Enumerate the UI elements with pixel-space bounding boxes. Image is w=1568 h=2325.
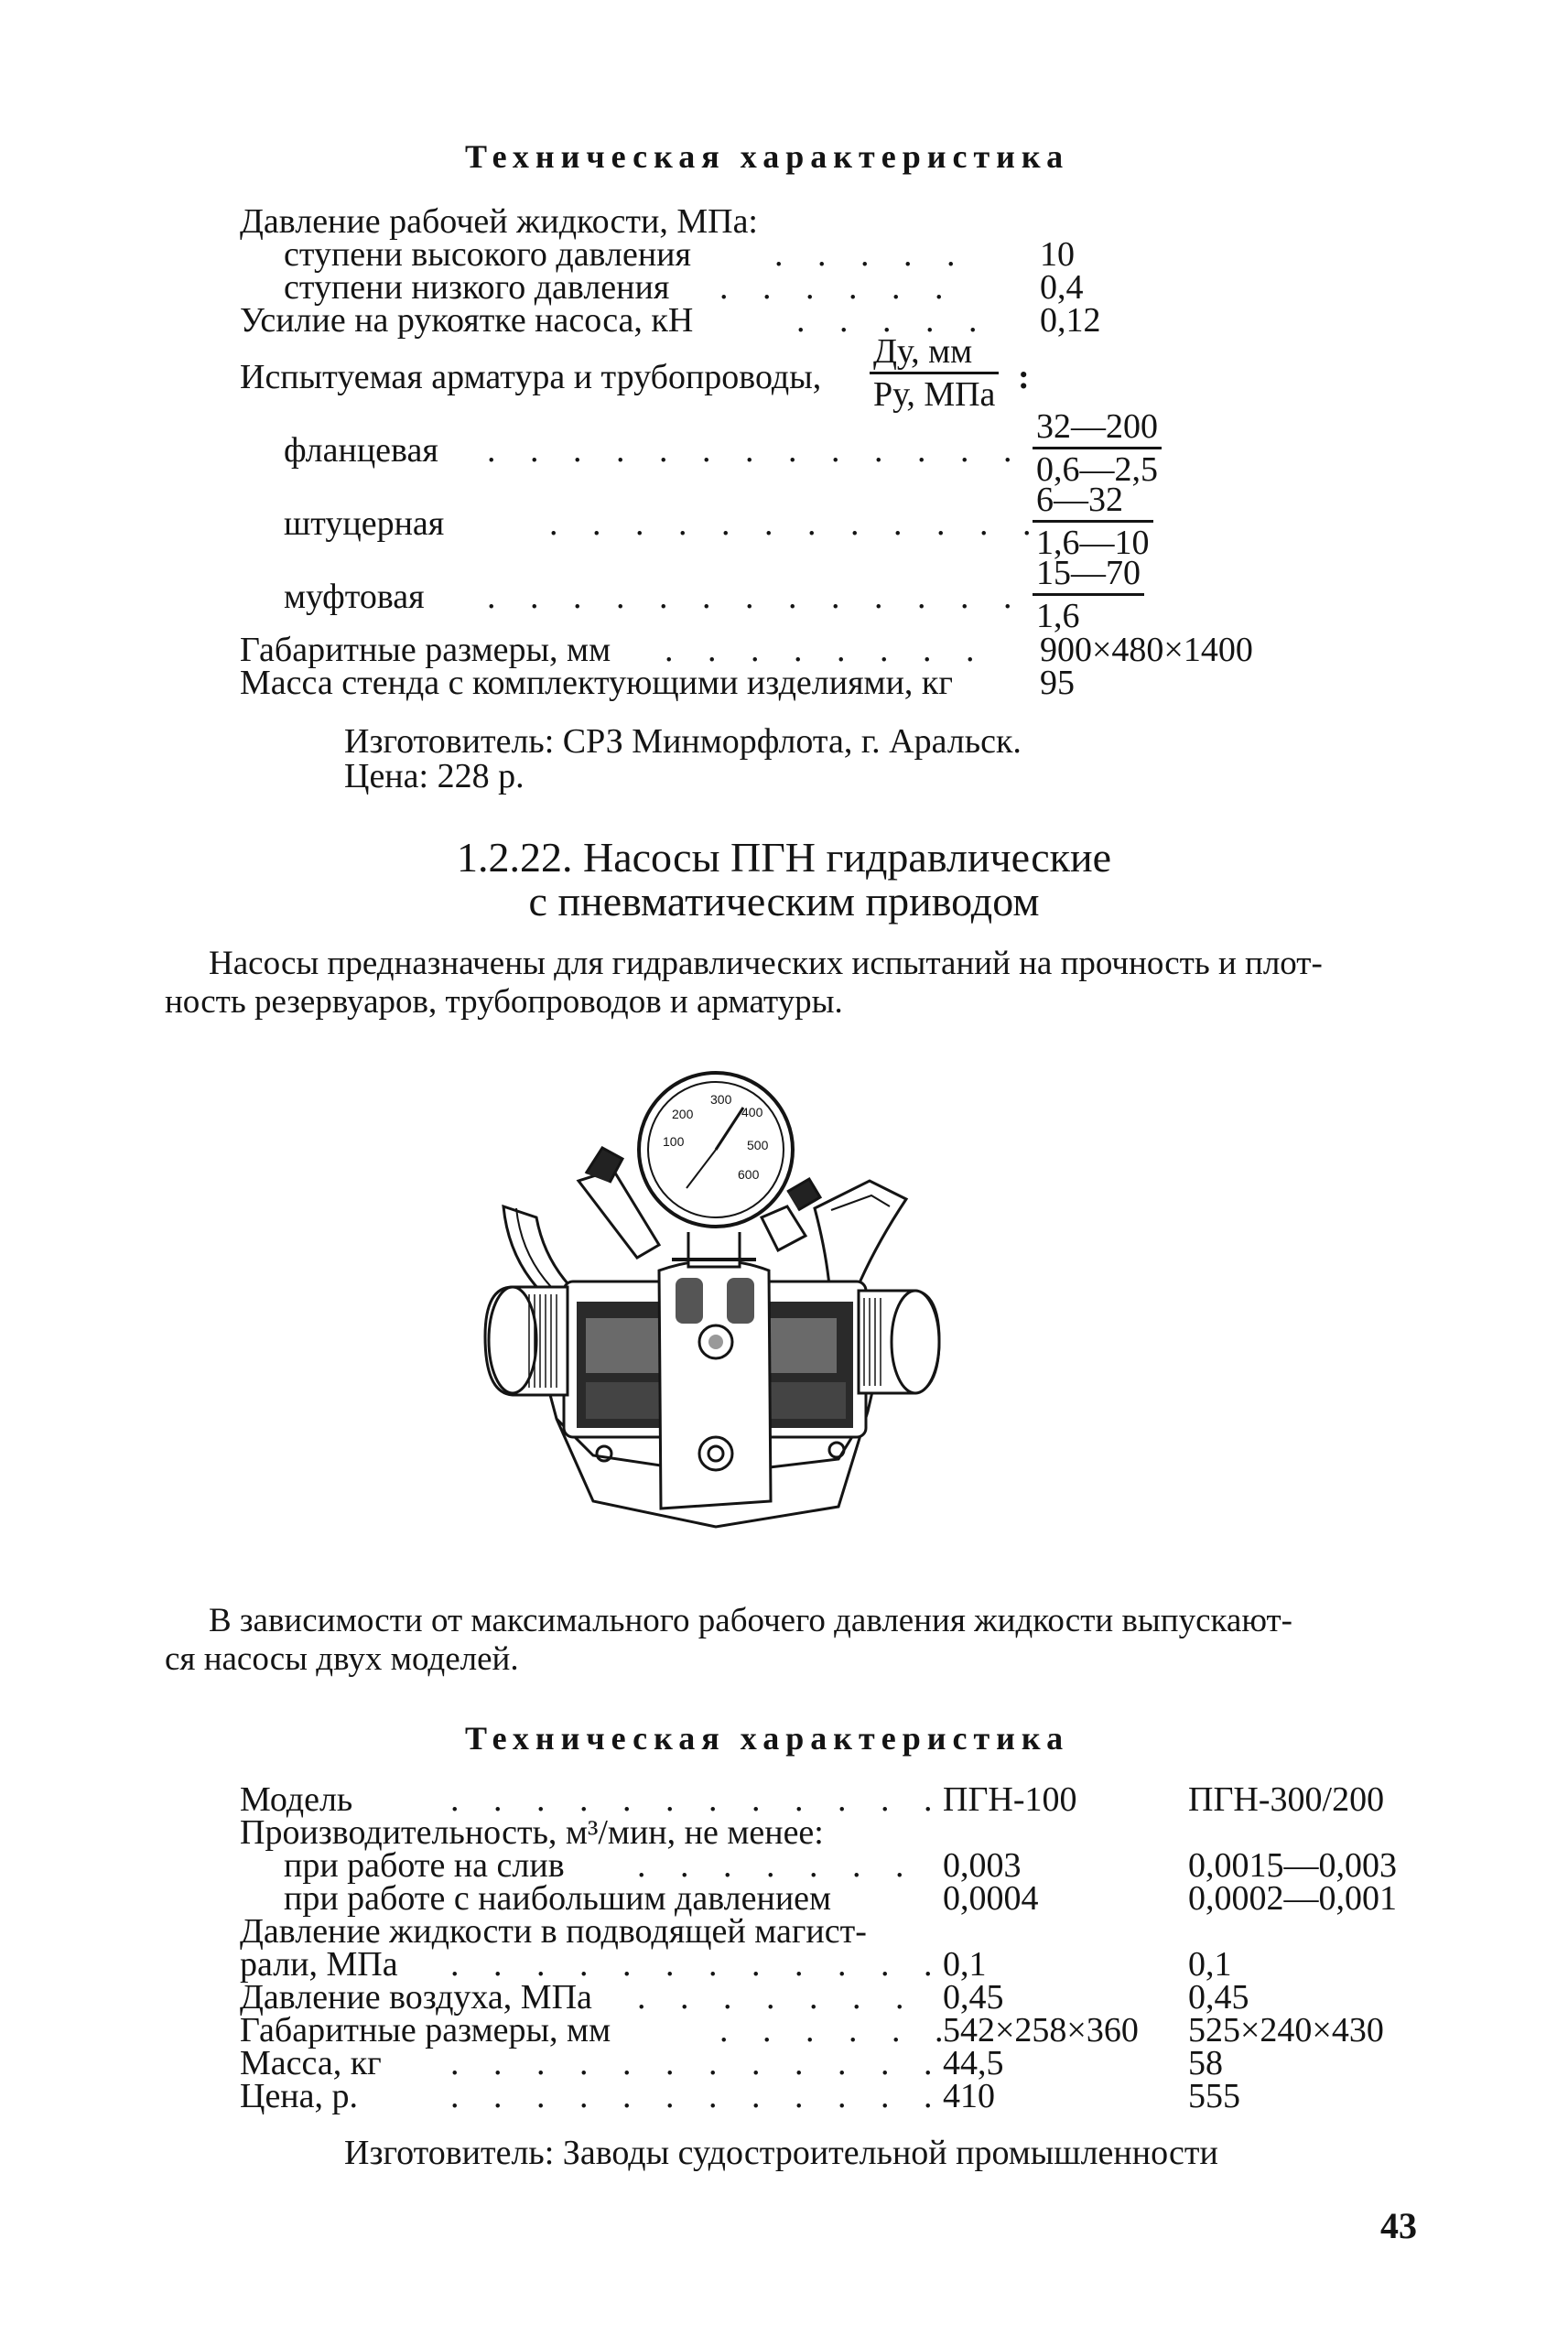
leader-dots: . . . . . [774, 235, 968, 274]
flanged-label: фланцевая [284, 431, 438, 470]
low-stage-value: 0,4 [1040, 268, 1084, 307]
fitting-fraction [1033, 481, 1153, 561]
section-title-line2: с пневматическим приводом [528, 878, 1040, 925]
maxp-label: при работе с наибольшим давлением [284, 1879, 832, 1918]
tested-colon: : [1018, 358, 1030, 396]
fitting-num: 6—32 [1033, 481, 1153, 523]
dims2-label: Габаритные размеры, мм [240, 2011, 611, 2049]
supply-a: 0,1 [943, 1945, 987, 1984]
gauge-tick: 600 [738, 1167, 760, 1182]
mass-label: Масса стенда с комплектующими изделиями, кг [240, 664, 953, 702]
price2-label: Цена, р. [240, 2077, 359, 2115]
model-b: ПГН-300/200 [1188, 1780, 1385, 1819]
tested-frac-num: Ду, мм [870, 333, 999, 374]
tested-frac-den: Ру, МПа [873, 375, 996, 414]
gauge-tick: 100 [663, 1134, 685, 1149]
leader-dots: . . . . . . [719, 268, 957, 307]
coupling-den: 1,6 [1036, 597, 1080, 635]
pressure-label: Давление рабочей жидкости, МПа: [240, 202, 758, 241]
drain-a: 0,003 [943, 1846, 1022, 1885]
handle-force-value: 0,12 [1040, 301, 1101, 340]
leader-dots: . . . . . . . [637, 1978, 917, 2017]
after-line1: В зависимости от максимального рабочего давления жидкости выпускают- [209, 1602, 1292, 1639]
supply-label-1: Давление жидкости в подводящей магист- [240, 1912, 867, 1951]
low-stage-label: ступени низкого давления [284, 268, 670, 307]
leader-dots: . . . . . . . . . . . . [450, 2077, 946, 2115]
leader-dots: . . . . . . . . . . . . . [487, 578, 1025, 616]
gauge-tick: 200 [672, 1107, 694, 1121]
coupling-num: 15—70 [1033, 555, 1144, 596]
supply-label-2: рали, МПа [240, 1945, 398, 1984]
drain-b: 0,0015—0,003 [1188, 1846, 1397, 1885]
intro-line2: ность резервуаров, трубопроводов и арматуры. [165, 983, 843, 1021]
price-1: Цена: 228 р. [344, 757, 524, 795]
leader-dots: . . . . . . [719, 2011, 957, 2049]
air-label: Давление воздуха, МПа [240, 1978, 592, 2017]
leader-dots: . . . . . . . . . . . . [450, 2044, 946, 2082]
section-title-line1: 1.2.22. Насосы ПГН гидравлические [456, 834, 1112, 881]
flanged-den: 0,6—2,5 [1036, 450, 1158, 489]
high-stage-value: 10 [1040, 235, 1075, 274]
leader-dots: . . . . . . . . . . . . [450, 1780, 946, 1819]
mass2-b: 58 [1188, 2044, 1223, 2082]
model-label: Модель [240, 1780, 353, 1819]
gauge-tick: 400 [741, 1105, 763, 1119]
air-a: 0,45 [943, 1978, 1004, 2017]
capacity-label: Производительность, м³/мин, не менее: [240, 1813, 824, 1852]
dims-value: 900×480×1400 [1040, 631, 1253, 669]
price2-a: 410 [943, 2077, 995, 2115]
leader-dots: . . . . . . . . . . . . . [487, 431, 1025, 470]
fitting-den: 1,6—10 [1036, 524, 1150, 562]
dims2-b: 525×240×430 [1188, 2011, 1384, 2049]
maker-1: Изготовитель: СРЗ Минморфлота, г. Аральск. [344, 722, 1022, 761]
handle-force-label: Усилие на рукоятке насоса, кН [240, 301, 694, 340]
mass2-label: Масса, кг [240, 2044, 382, 2082]
coupling-fraction [1033, 555, 1144, 634]
spec2-heading: Техническая характеристика [465, 1720, 1070, 1757]
fitting-label: штуцерная [284, 504, 445, 543]
gauge-tick: 500 [747, 1138, 769, 1152]
flanged-num: 32—200 [1033, 408, 1162, 449]
after-line2: ся насосы двух моделей. [165, 1640, 519, 1678]
maker-2: Изготовитель: Заводы судостроительной промышленности [344, 2134, 1218, 2172]
intro-line1: Насосы предназначены для гидравлических испытаний на прочность и плот- [209, 945, 1323, 982]
spec1-heading: Техническая характеристика [465, 138, 1070, 175]
dims2-a: 542×258×360 [943, 2011, 1139, 2049]
gauge-tick: 300 [710, 1092, 732, 1107]
flanged-fraction [1033, 408, 1162, 488]
leader-dots: . . . . . [796, 301, 990, 340]
maxp-a: 0,0004 [943, 1879, 1039, 1918]
high-stage-label: ступени высокого давления [284, 235, 691, 274]
air-b: 0,45 [1188, 1978, 1249, 2017]
price2-b: 555 [1188, 2077, 1240, 2115]
mass2-a: 44,5 [943, 2044, 1004, 2082]
page-number: 43 [1380, 2205, 1417, 2246]
tested-label: Испытуемая арматура и трубопроводы, [240, 358, 822, 396]
dims-label: Габаритные размеры, мм [240, 631, 611, 669]
coupling-label: муфтовая [284, 578, 425, 616]
model-a: ПГН-100 [943, 1780, 1077, 1819]
leader-dots: . . . . . . . . . . . . [549, 504, 1044, 543]
leader-dots: . . . . . . . . [665, 631, 988, 669]
leader-dots: . . . . . . . . . . . . [450, 1945, 946, 1984]
mass-value: 95 [1040, 664, 1075, 702]
pump-illustration [476, 1071, 952, 1565]
drain-label: при работе на слив [284, 1846, 565, 1885]
supply-b: 0,1 [1188, 1945, 1232, 1984]
maxp-b: 0,0002—0,001 [1188, 1879, 1397, 1918]
leader-dots: . . . . . . . [637, 1846, 917, 1885]
tested-fraction [870, 333, 999, 413]
